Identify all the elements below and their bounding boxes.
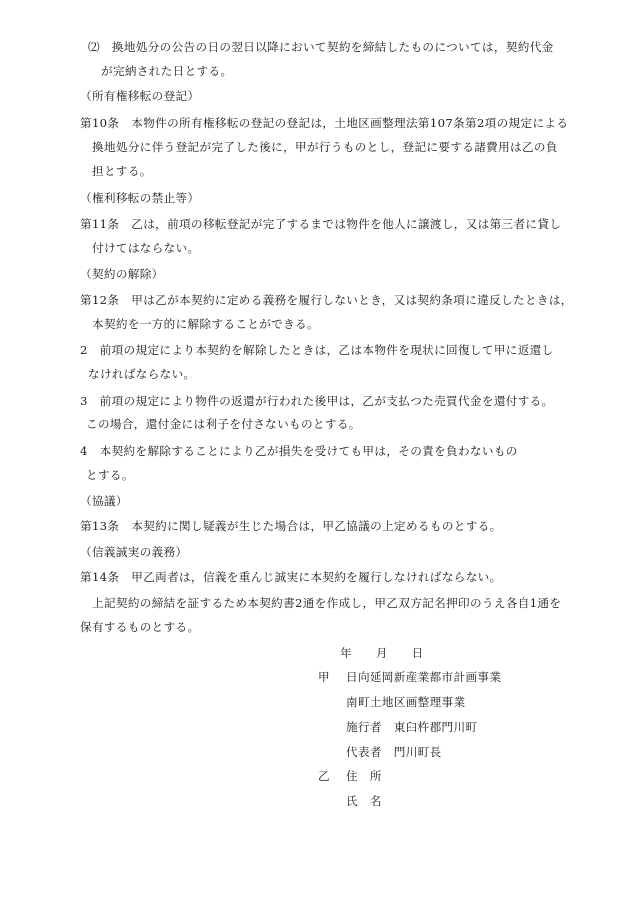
party-a-line-4: 代表者 門川町長 [346, 745, 442, 759]
heading-good-faith-duty: （信義誠実の義務） [80, 545, 188, 559]
clause-9-item-2-line-1: ⑵ 換地処分の公告の日の翌日以降において契約を締結したものについては，契約代金 [88, 40, 554, 54]
closing-statement-line-1: 上記契約の締結を証するため本契約書2通を作成し，甲乙双方記名押印のうえ各自1通を [92, 596, 562, 610]
heading-consultation: （協議） [80, 494, 128, 508]
clause-11-line-1: 第11条 乙は，前項の移転登記が完了するまでは物件を他人に譲渡し，又は第三者に貸し [80, 217, 562, 231]
clause-9-item-2-line-2: が完納された日とする。 [101, 64, 233, 78]
clause-12-item-3-line-2: この場合，還付金には利子を付さないものとする。 [86, 417, 361, 431]
party-b-address-label: 住 所 [346, 769, 382, 783]
heading-transfer-prohibition: （権利移転の禁止等） [80, 191, 200, 205]
clause-14-line-1: 第14条 甲乙両者は，信義を重んじ誠実に本契約を履行しなければならない。 [80, 570, 502, 584]
clause-10-line-3: 担とする。 [92, 164, 152, 178]
clause-12-item-2-line-1: 2 前項の規定により本契約を解除したときは，乙は本物件を現状に回復して甲に返還し [80, 343, 554, 357]
party-b-mark: 乙 [318, 769, 330, 783]
closing-statement-line-2: 保有するものとする。 [80, 620, 200, 634]
party-a-mark: 甲 [318, 670, 330, 684]
heading-ownership-transfer-registration: （所有権移転の登記） [80, 89, 200, 103]
party-b-name-label: 氏 名 [346, 794, 382, 808]
clause-11-line-2: 付けてはならない。 [92, 241, 200, 255]
clause-10-line-1: 第10条 本物件の所有権移転の登記の登記は，土地区画整理法第107条第2項の規定による [80, 116, 569, 130]
clause-12-line-1: 第12条 甲は乙が本契約に定める義務を履行しないとき，又は契約条項に違反したときは， [80, 293, 573, 307]
party-a-line-1: 日向延岡新産業都市計画事業 [346, 670, 502, 684]
clause-10-line-2: 換地処分に伴う登記が完了した後に，甲が行うものとし，登記に要する諸費用は乙の負 [92, 140, 558, 154]
clause-13-line-1: 第13条 本契約に関し疑義が生じた場合は，甲乙協議の上定めるものとする。 [80, 519, 502, 533]
clause-12-item-3-line-1: 3 前項の規定により物件の返還が行われた後甲は，乙が支払つた売買代金を還付する。 [80, 394, 554, 408]
signature-date-line: 年 月 日 [340, 646, 424, 660]
clause-12-item-4-line-2: とする。 [86, 468, 134, 482]
clause-12-line-2: 本契約を一方的に解除することができる。 [92, 317, 319, 331]
party-a-line-2: 南町土地区画整理事業 [346, 695, 466, 709]
party-a-line-3: 施行者 東臼杵郡門川町 [346, 720, 478, 734]
heading-contract-termination: （契約の解除） [80, 267, 164, 281]
clause-12-item-2-line-2: なければならない。 [88, 367, 196, 381]
clause-12-item-4-line-1: 4 本契約を解除することにより乙が損失を受けても甲は，その責を負わないもの [80, 444, 518, 458]
